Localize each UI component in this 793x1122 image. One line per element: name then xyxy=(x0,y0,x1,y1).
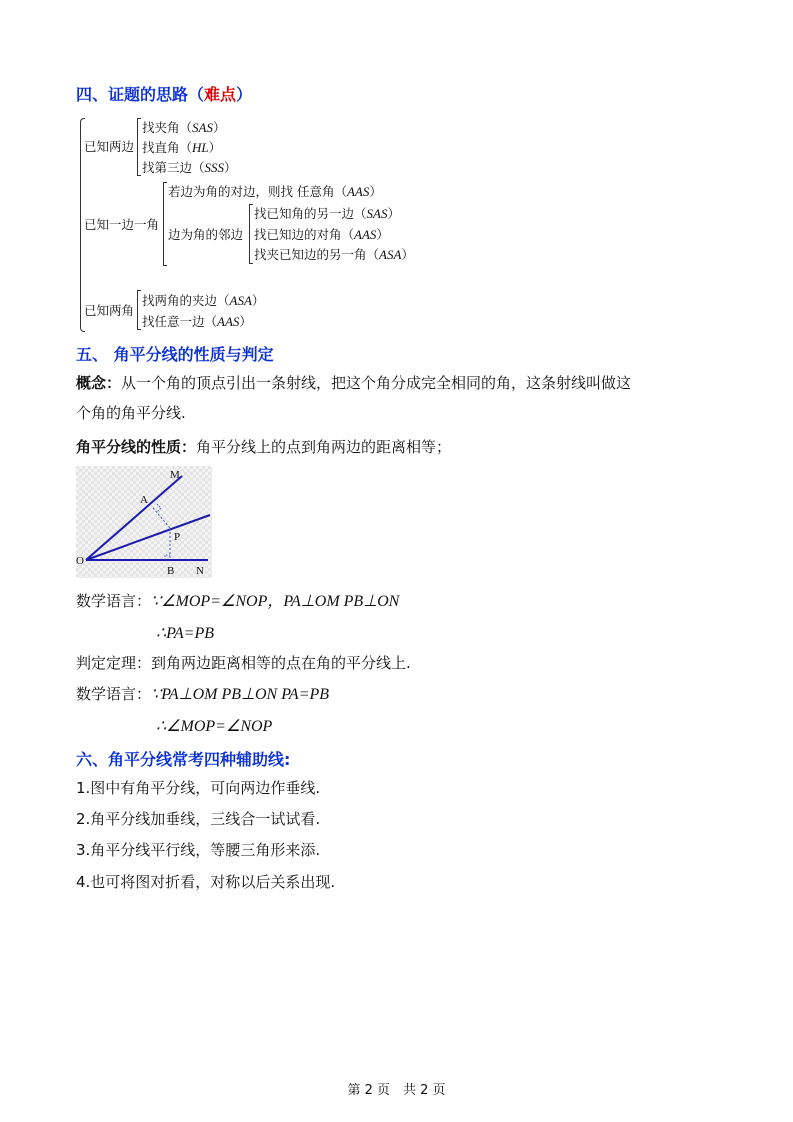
theorem-line: 判定定理：到角两边距离相等的点在角的平分线上. xyxy=(76,654,411,672)
math-language-2: 数学语言：∵PA⊥OM PB⊥ON PA=PB xyxy=(76,685,330,703)
tree-item: 找已知角的另一边（SAS） xyxy=(254,206,400,221)
property-line: 角平分线的性质：角平分线上的点到角两边的距离相等； xyxy=(76,438,452,456)
label-o: O xyxy=(76,555,84,567)
list-item: 3.角平分线平行线，等腰三角形来添. xyxy=(76,841,321,859)
math2-line2: ∴∠MOP=∠NOP xyxy=(156,718,273,735)
tree-item: 若边为角的对边，则找 任意角（AAS） xyxy=(168,184,382,199)
group-two-sides-label: 已知两边 xyxy=(84,139,135,154)
section5-title: 五、 角平分线的性质与判定 xyxy=(76,345,274,364)
group-two-angles-label: 已知两角 xyxy=(84,303,135,318)
math2-line1: ∵PA⊥OM PB⊥ON PA=PB xyxy=(151,686,330,703)
math1-line2: ∴PA=PB xyxy=(156,625,215,642)
page-footer: 第 2 页 共 2 页 xyxy=(347,1083,446,1098)
list-item: 1.图中有角平分线，可向两边作垂线. xyxy=(76,779,321,797)
tree-item: 找任意一边（AAS） xyxy=(142,314,252,329)
tree-item: 找两角的夹边（ASA） xyxy=(142,293,265,308)
concept-line2: 个角的角平分线. xyxy=(76,404,186,422)
group-one-side-one-angle-label: 已知一边一角 xyxy=(84,217,160,232)
tree-item: 找夹角（SAS） xyxy=(142,120,226,135)
tree-item: 找第三边（SSS） xyxy=(142,160,237,175)
adjacent-side-label: 边为角的邻边 xyxy=(168,227,244,242)
label-p: P xyxy=(174,531,181,543)
math-language-1: 数学语言：∵∠MOP=∠NOP，PA⊥OM PB⊥ON xyxy=(76,592,400,610)
label-n: N xyxy=(196,565,204,577)
list-item: 4.也可将图对折看，对称以后关系出现. xyxy=(76,873,336,891)
label-a: A xyxy=(140,494,148,506)
property-label: 角平分线的性质： xyxy=(76,438,197,456)
section4-title: 四、证题的思路（难点） xyxy=(76,85,253,104)
tree-item: 找夹已知边的另一角（ASA） xyxy=(254,247,414,262)
group-two-angles-brace xyxy=(137,290,141,330)
math1-line1: ∵∠MOP=∠NOP，PA⊥OM PB⊥ON xyxy=(151,593,400,610)
angle-bisector-figure xyxy=(76,466,212,578)
concept-label: 概念： xyxy=(76,374,122,392)
concept-line1: 概念：从一个角的顶点引出一条射线，把这个角分成完全相同的角，这条射线叫做这 xyxy=(76,374,632,392)
group-two-sides-brace xyxy=(137,118,141,176)
section6-title: 六、角平分线常考四种辅助线: xyxy=(76,750,291,769)
adjacent-side-brace xyxy=(249,204,253,264)
label-m: M xyxy=(170,469,180,481)
group-one-side-one-angle-brace xyxy=(163,182,167,266)
tree-item: 找直角（HL） xyxy=(142,140,222,155)
label-b: B xyxy=(167,565,175,577)
tree-item: 找已知边的对角（AAS） xyxy=(254,227,389,242)
section4-title-highlight: 难点 xyxy=(204,85,237,104)
list-item: 2.角平分线加垂线，三线合一试试看. xyxy=(76,810,321,828)
